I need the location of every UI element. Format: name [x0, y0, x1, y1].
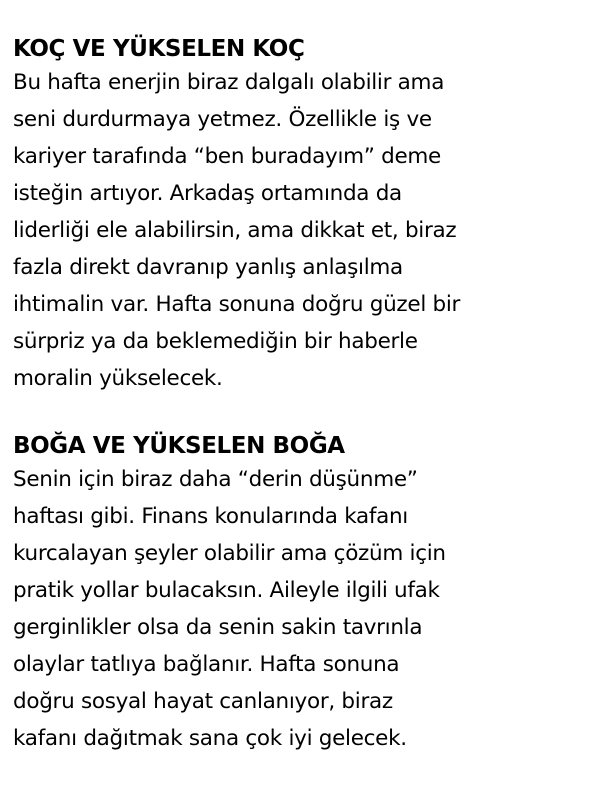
body-line: moralin yükselecek.: [13, 366, 223, 391]
section-heading-aries: KOÇ VE YÜKSELEN KOÇ: [13, 36, 305, 62]
body-line: ihtimalin var. Hafta sonuna doğru güzel bir: [13, 292, 461, 317]
body-line: olaylar tatlıya bağlanır. Hafta sonuna: [13, 652, 400, 677]
body-line: kariyer tarafında “ben buradayım” deme: [13, 144, 441, 169]
body-line: pratik yollar bulacaksın. Aileyle ilgili ufak: [13, 578, 440, 603]
body-line: seni durdurmaya yetmez. Özellikle iş ve: [13, 107, 432, 132]
body-line: gerginlikler olsa da senin sakin tavrınla: [13, 615, 423, 640]
body-line: Bu hafta enerjin biraz dalgalı olabilir ama: [13, 70, 445, 95]
body-line: doğru sosyal hayat canlanıyor, biraz: [13, 689, 393, 714]
horoscope-section-aries: [13, 34, 593, 397]
body-line: Senin için biraz daha “derin düşünme”: [13, 467, 418, 492]
body-line: haftası gibi. Finans konularında kafanı: [13, 504, 408, 529]
body-line: liderliği ele alabilirsin, ama dikkat et, biraz: [13, 218, 457, 243]
body-line: sürpriz ya da beklemediğin bir haberle: [13, 329, 418, 354]
body-line: fazla direkt davranıp yanlış anlaşılma: [13, 255, 403, 280]
section-body-aries: [13, 64, 593, 397]
body-line: isteğin artıyor. Arkadaş ortamında da: [13, 181, 402, 206]
section-body-taurus: [13, 461, 593, 757]
horoscope-section-taurus: [13, 431, 593, 757]
section-heading-taurus: BOĞA VE YÜKSELEN BOĞA: [13, 433, 345, 459]
body-line: kurcalayan şeyler olabilir ama çözüm için: [13, 541, 446, 566]
body-line: kafanı dağıtmak sana çok iyi gelecek.: [13, 726, 407, 751]
